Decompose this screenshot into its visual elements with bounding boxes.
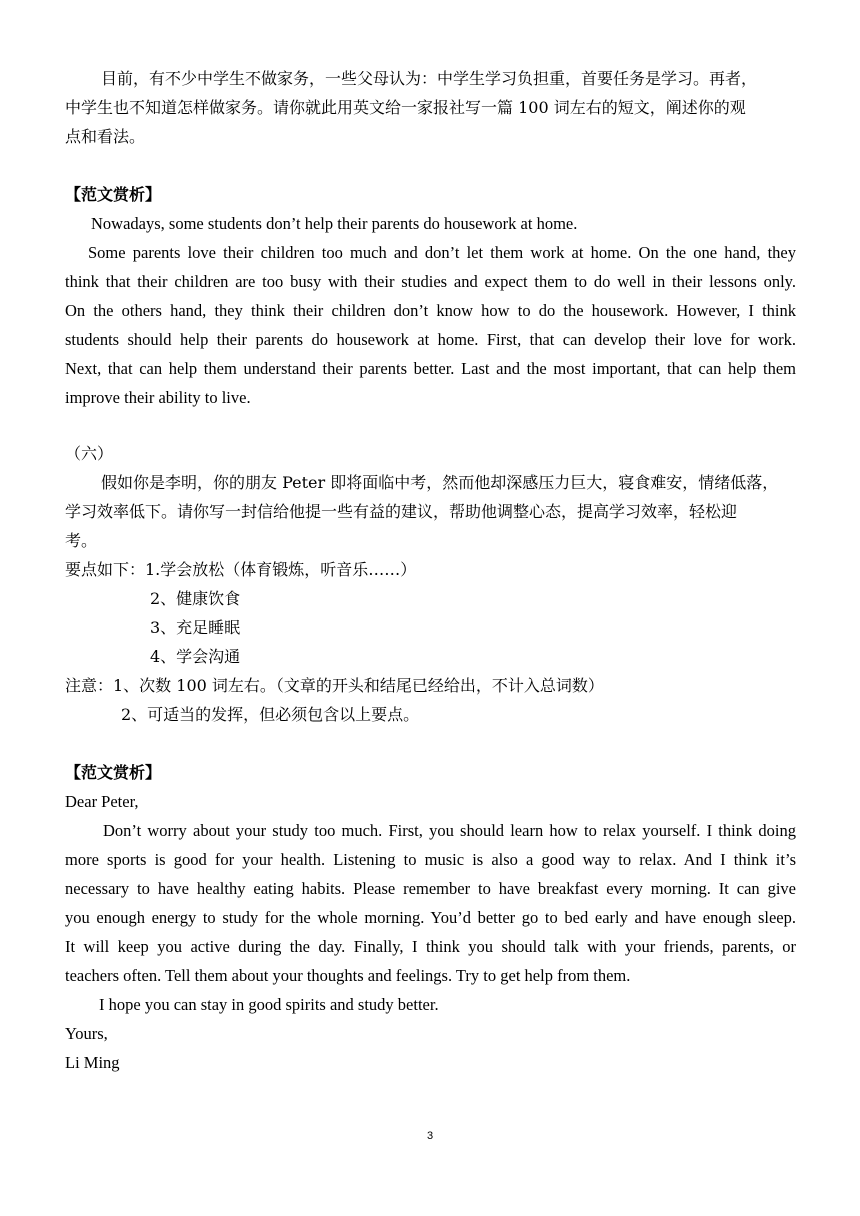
- section-number: （六）: [65, 444, 114, 463]
- prompt1-line-2: 中学生也不知道怎样做家务。请你就此用英文给一家报社写一篇 100 词左右的短文，阐述你的观: [65, 98, 746, 117]
- key-points-intro: 要点如下：1.学会放松（体育锻炼，听音乐……）: [65, 560, 417, 579]
- task-line-2: 学习效率低下。请你写一封信给他提一些有益的建议，帮助他调整心态，提高学习效率，轻松迎: [65, 502, 738, 521]
- key-point-2: 2、健康饮食: [150, 589, 241, 608]
- note-2: 2、可适当的发挥，但必须包含以上要点。: [121, 705, 420, 724]
- letter-line: you enough energy to study for the whole morning. You’d better go to bed early and have enough sleep.: [65, 908, 796, 927]
- letter-closing: Yours,: [65, 1024, 108, 1043]
- key-point-4: 4、学会沟通: [150, 647, 241, 666]
- sample1-line: think that their children are too busy with their studies and expect them to do well in their lessons only.: [65, 272, 796, 291]
- sample2-heading: 【范文赏析】: [65, 763, 162, 782]
- sample1-line: Some parents love their children too much and don’t let them work at home. On the one hand, they: [88, 243, 796, 262]
- task-line-3: 考。: [65, 531, 98, 550]
- letter-line: Don’t worry about your study too much. First, you should learn how to relax yourself. I think doing: [103, 821, 796, 840]
- sample1-line: Next, that can help them understand their parents better. Last and the most important, that can help them: [65, 359, 796, 378]
- letter-line: It will keep you active during the day. Finally, I think you should talk with your friends, parents, or: [65, 937, 796, 956]
- letter-greeting: Dear Peter,: [65, 792, 139, 811]
- page-number: 3: [426, 1130, 434, 1142]
- sample1-line: On the others hand, they think their children don’t know how to do the housework. However, I think: [65, 301, 796, 320]
- sample1-heading: 【范文赏析】: [65, 185, 162, 204]
- task-line-1: 假如你是李明，你的朋友 Peter 即将面临中考，然而他却深感压力巨大，寝食难安，情绪低落，: [101, 473, 779, 492]
- prompt1-line-3: 点和看法。: [65, 127, 146, 146]
- prompt1-line-1: 目前，有不少中学生不做家务，一些父母认为：中学生学习负担重，首要任务是学习。再者，: [101, 69, 758, 88]
- letter-line: I hope you can stay in good spirits and study better.: [99, 995, 439, 1014]
- note-1: 注意：1、次数 100 词左右。（文章的开头和结尾已经给出，不计入总词数）: [65, 676, 604, 695]
- letter-line: more sports is good for your health. Listening to music is also a good way to relax. And I think it’s: [65, 850, 796, 869]
- letter-signature: Li Ming: [65, 1053, 120, 1072]
- key-point-3: 3、充足睡眠: [150, 618, 241, 637]
- sample1-line: students should help their parents do housework at home. First, that can develop their love for work.: [65, 330, 796, 349]
- letter-line: teachers often. Tell them about your thoughts and feelings. Try to get help from them.: [65, 966, 631, 985]
- letter-line: necessary to have healthy eating habits. Please remember to have breakfast every morning. It can give: [65, 879, 796, 898]
- sample1-line: Nowadays, some students don’t help their parents do housework at home.: [91, 214, 578, 233]
- sample1-line: improve their ability to live.: [65, 388, 251, 407]
